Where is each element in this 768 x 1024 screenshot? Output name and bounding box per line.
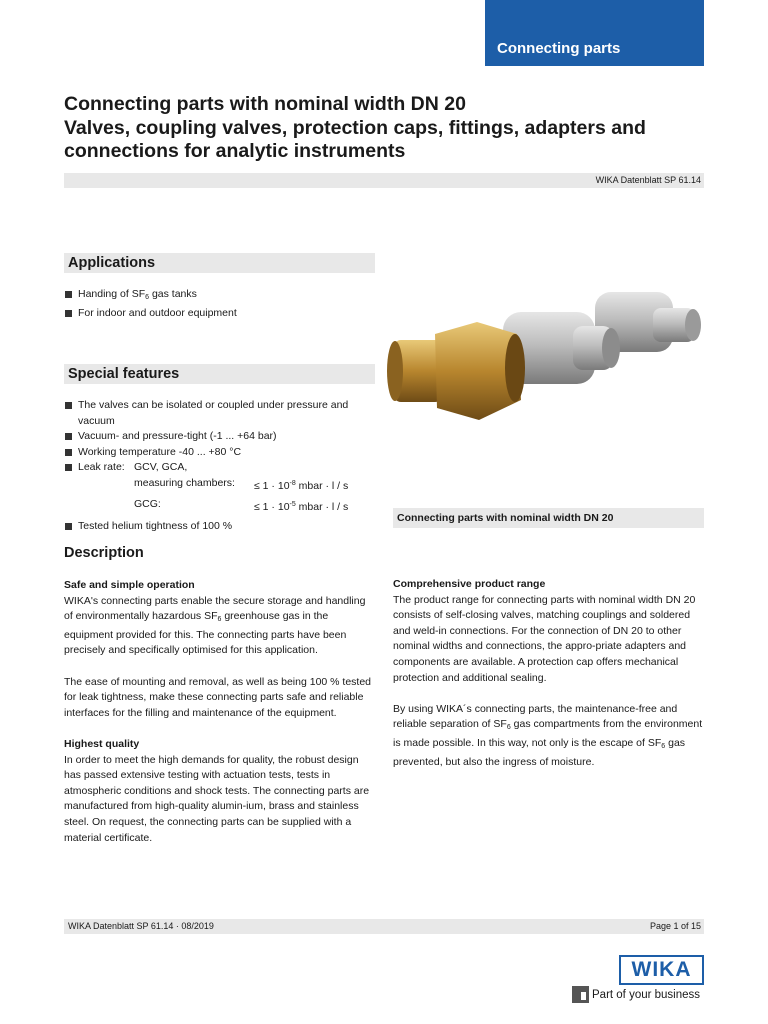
special-features-heading: Special features (68, 366, 180, 382)
bullet-square-icon (65, 433, 72, 440)
title-line-3: connections for analytic instruments (64, 140, 406, 162)
footer-datasheet-date: WIKA Datenblatt SP 61.14 · 08/2019 (68, 921, 214, 931)
description-left-column (64, 578, 376, 862)
tagline-text: Part of your business (592, 988, 701, 1001)
list-item: Tested helium tightness of 100 % (64, 519, 380, 535)
highest-quality-subheading: Highest quality (64, 737, 140, 750)
bullet-square-icon (65, 310, 72, 317)
datasheet-reference: WIKA Datenblatt SP 61.14 (595, 175, 701, 185)
safe-operation-paragraph: WIKA's connecting parts enable the secure storage and handling of environmentally hazardous $SF_6$ greenhouse gas in the equipment provided for this. The connecting parts have been precisely and specifically optimised for this application. (64, 594, 366, 657)
bullet-square-icon (65, 464, 72, 471)
features-list (64, 398, 380, 534)
wika-logo: WIKA (619, 955, 704, 985)
list-item: Vacuum- and pressure-tight (-1 ... +64 bar) (64, 429, 380, 445)
safe-operation-subheading: Safe and simple operation (64, 579, 195, 591)
description-heading: Description (64, 545, 144, 561)
title-line-1: Connecting parts with nominal width DN 20 (64, 93, 466, 115)
product-photo (385, 270, 715, 435)
title-line-2: Valves, coupling valves, protection caps, fittings, adapters and (64, 116, 646, 139)
list-item: The valves can be isolated or coupled under pressure and vacuum (64, 398, 380, 429)
product-range-subheading: Comprehensive product range (393, 578, 546, 590)
photo-caption-bar (393, 508, 704, 528)
photo-caption: Connecting parts with nominal width DN 20 (397, 512, 614, 524)
description-right-column (393, 577, 705, 786)
separation-paragraph: By using WIKA´s connecting parts, the maintenance-free and reliable separation of $SF_6$ gas compartments from the environment is made possible. In this way, not only is the escape of $SF_6$ gas prevented, but also the ingress of moisture. (393, 702, 703, 768)
product-range-paragraph: The product range for connecting parts with nominal width DN 20 consists of self-closing valves, matching couplings and soldered and weld-in connections. For the connection of DN 20 to other nominal widths and connections, the appro-priate adapters and components are available. A protection cap offers mechanical protection and additional sealing. (393, 593, 696, 684)
datasheet-reference-bar (64, 173, 704, 188)
page-number: Page 1 of 15 (649, 921, 701, 931)
special-features-heading-bar (64, 364, 375, 384)
bullet-square-icon (65, 402, 72, 409)
brass-fitting-shape (387, 322, 525, 420)
footer-bar (64, 919, 704, 934)
mounting-paragraph: The ease of mounting and removal, as well as being 100 % tested for leak tightness, make these connecting parts safe and reliable interfaces for the filling and maintenance of the equipment. (64, 675, 372, 719)
header-tab-label: Connecting parts (497, 40, 621, 57)
tagline-icon (572, 986, 589, 1003)
document-title (64, 93, 714, 164)
list-item: Working temperature -40 ... +80 °C (64, 445, 380, 461)
list-item: For indoor and outdoor equipment (64, 306, 380, 322)
bullet-square-icon (65, 291, 72, 298)
header-tab (485, 0, 704, 66)
applications-list (64, 287, 380, 321)
bullet-square-icon (65, 449, 72, 456)
applications-heading-bar (64, 253, 375, 273)
bullet-square-icon (65, 523, 72, 530)
applications-heading: Applications (68, 255, 156, 271)
tagline (572, 986, 700, 1003)
quality-paragraph: In order to meet the high demands for quality, the robust design has passed extensive testing with actuation tests, tests in atmospheric conditions and shock tests. The connecting parts are manufactured from high-quality alumin-ium, brass and stainless steel. On request, the connecting parts can be supplied with a material certificate. (64, 753, 370, 844)
list-item: Handing of $SF_6$ gas tanks (64, 287, 380, 306)
leak-rate-item: Leak rate: GCV, GCA, measuring chambers: ≤ $1 \cdot 10^{-8}$ mbar · l / s GCG: ≤ $1 \cdot 10^{-5}$ mbar · l / s (64, 460, 380, 516)
